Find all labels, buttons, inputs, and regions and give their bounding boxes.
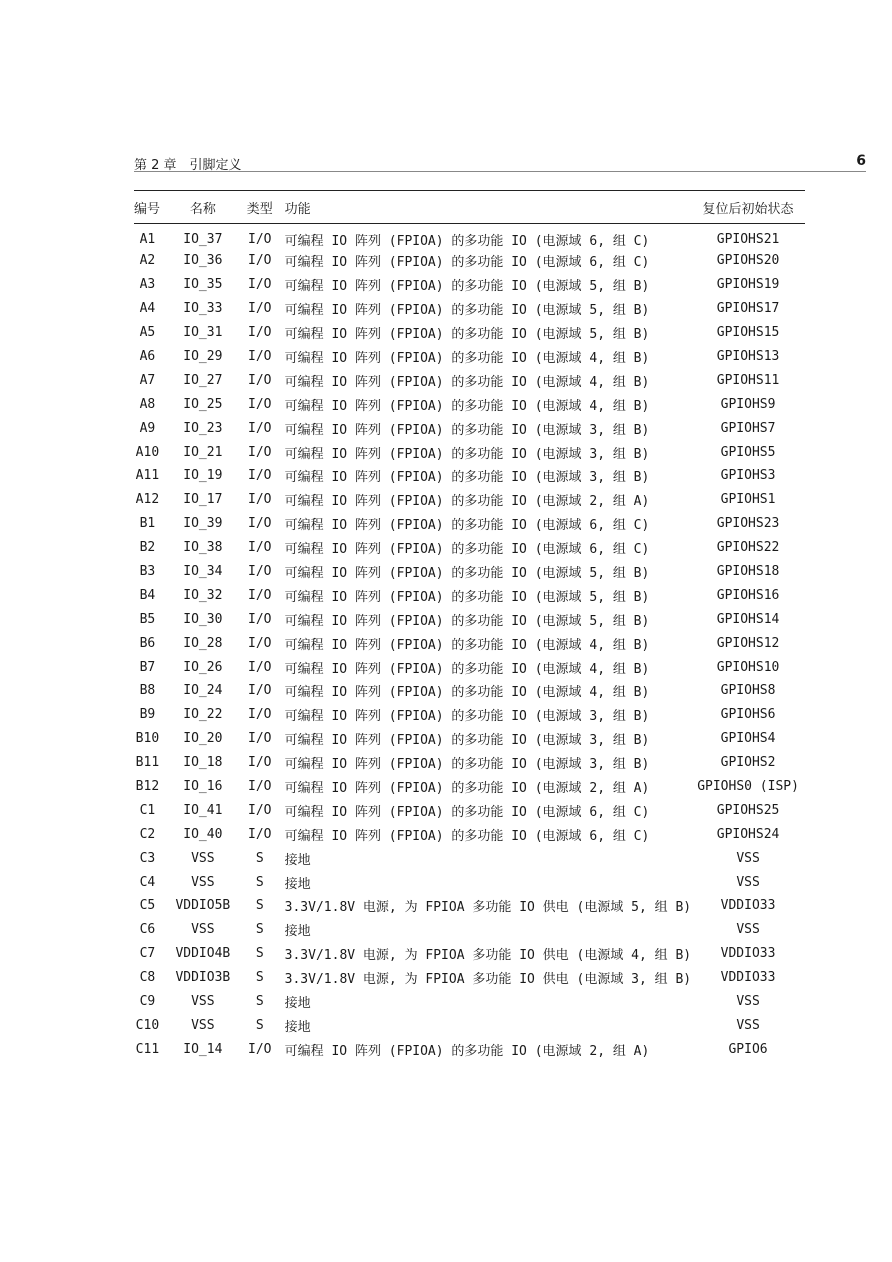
pin-reset-state: GPIOHS20 [716,253,780,269]
pin-name: IO_21 [183,444,223,460]
pin-type: I/O [248,396,272,412]
pin-id: B8 [139,683,156,699]
pin-type: I/O [248,420,272,436]
pin-reset-state: VSS [736,1017,760,1033]
pin-function: 可编程 IO 阵列 (FPIOA) 的多功能 IO (电源域 3, 组 B) [284,757,650,773]
pin-reset-state: VSS [736,874,760,890]
pin-id: B5 [139,611,156,627]
pin-function: 可编程 IO 阵列 (FPIOA) 的多功能 IO (电源域 6, 组 C) [284,828,650,844]
table-row [134,321,805,345]
pin-name: VSS [191,994,215,1010]
pin-reset-state: VDDIO33 [720,970,776,986]
pin-type: S [255,898,264,914]
pin-reset-state: GPIOHS9 [720,396,776,412]
table-row [134,536,805,560]
pin-name: IO_41 [183,802,223,818]
pin-name: VDDIO4B [175,946,231,962]
pin-name: IO_26 [183,659,223,675]
pin-id: C2 [139,826,156,842]
pin-function: 接地 [284,924,311,940]
pin-function: 可编程 IO 阵列 (FPIOA) 的多功能 IO (电源域 5, 组 B) [284,613,650,629]
pin-id: C9 [139,994,156,1010]
pin-id: A12 [135,492,160,508]
pin-name: IO_22 [183,707,223,723]
table-row [134,798,805,822]
pin-reset-state: GPIOHS22 [716,540,780,556]
pin-id: B1 [139,516,156,532]
pin-function: 可编程 IO 阵列 (FPIOA) 的多功能 IO (电源域 3, 组 B) [284,446,650,462]
pin-type: I/O [248,564,272,580]
pin-function: 可编程 IO 阵列 (FPIOA) 的多功能 IO (电源域 5, 组 B) [284,327,650,343]
pin-id: B11 [135,755,160,771]
pin-name: IO_20 [183,731,223,747]
pin-type: S [255,1017,264,1033]
pin-reset-state: GPIOHS13 [716,349,780,364]
pin-function: 可编程 IO 阵列 (FPIOA) 的多功能 IO (电源域 5, 组 B) [284,279,650,295]
column-header-reset-state: 复位后初始状态 [691,191,805,224]
pin-type: S [255,970,264,986]
pin-reset-state: GPIOHS14 [716,611,780,627]
pin-reset-state: GPIOHS17 [716,301,780,317]
pin-type: I/O [248,232,272,247]
pin-reset-state: GPIOHS23 [716,516,780,532]
pin-id: B7 [139,659,156,675]
table-row [134,942,805,966]
pin-function: 3.3V/1.8V 电源, 为 FPIOA 多功能 IO 供电 (电源域 4, 组 B) [284,948,692,964]
pin-type: I/O [248,325,272,341]
pin-type: I/O [248,349,272,364]
table-row [134,297,805,321]
pin-name: IO_28 [183,635,223,651]
pin-function: 可编程 IO 阵列 (FPIOA) 的多功能 IO (电源域 6, 组 C) [284,542,650,558]
pin-type: I/O [248,755,272,771]
pin-name: IO_36 [183,253,223,269]
pin-function: 接地 [284,852,311,868]
pin-type: I/O [248,826,272,842]
pin-id: C6 [139,922,156,938]
pin-type: I/O [248,253,272,269]
pin-name: IO_33 [183,301,223,317]
pin-function: 可编程 IO 阵列 (FPIOA) 的多功能 IO (电源域 2, 组 A) [284,1043,650,1059]
pin-name: IO_37 [183,232,223,247]
pin-reset-state: VSS [736,994,760,1010]
pin-function: 可编程 IO 阵列 (FPIOA) 的多功能 IO (电源域 5, 组 B) [284,566,650,582]
table-row [134,392,805,416]
page-header [134,152,866,172]
pin-id: A7 [139,372,156,388]
pin-reset-state: GPIOHS1 [720,492,776,508]
table-row [134,703,805,727]
table-row [134,894,805,918]
pin-function: 接地 [284,876,311,892]
column-header-name: 名称 [161,191,245,224]
column-header-function: 功能 [275,191,691,224]
pin-name: IO_40 [183,826,223,842]
pin-type: I/O [248,372,272,388]
pin-id: A6 [139,349,156,364]
table-row [134,224,805,250]
pin-name: IO_31 [183,325,223,341]
pin-function: 可编程 IO 阵列 (FPIOA) 的多功能 IO (电源域 3, 组 B) [284,709,650,725]
pin-function: 可编程 IO 阵列 (FPIOA) 的多功能 IO (电源域 6, 组 C) [284,234,650,249]
pin-id: A8 [139,396,156,412]
pin-reset-state: VDDIO33 [720,946,776,962]
pin-reset-state: GPIOHS4 [720,731,776,747]
pin-id: B9 [139,707,156,723]
header-row [134,191,805,224]
pin-id: B2 [139,540,156,556]
pin-function: 可编程 IO 阵列 (FPIOA) 的多功能 IO (电源域 4, 组 B) [284,351,650,366]
pin-type: I/O [248,731,272,747]
pin-reset-state: GPIOHS21 [716,232,780,247]
table-row [134,583,805,607]
pin-name: VDDIO5B [175,898,231,914]
pin-name: VSS [191,850,215,866]
table-row [134,679,805,703]
pin-function: 可编程 IO 阵列 (FPIOA) 的多功能 IO (电源域 6, 组 C) [284,518,650,534]
table-row [134,607,805,631]
pin-reset-state: GPIOHS16 [716,587,780,603]
pin-id: A2 [139,253,156,269]
pin-reset-state: GPIOHS8 [720,683,776,699]
pin-id: A1 [139,232,156,247]
pin-reset-state: GPIOHS2 [720,755,776,771]
pin-reset-state: GPIOHS10 [716,659,780,675]
pin-reset-state: GPIOHS12 [716,635,780,651]
pin-id: C5 [139,898,156,914]
chapter-title: 第 2 章 引脚定义 [134,158,242,173]
pin-reset-state: GPIOHS24 [716,826,780,842]
pin-name: IO_32 [183,587,223,603]
pin-id: A5 [139,325,156,341]
table-row [134,368,805,392]
pin-type: S [255,874,264,890]
pin-id: C3 [139,850,156,866]
table-row [134,273,805,297]
table-row [134,846,805,870]
pin-name: IO_18 [183,755,223,771]
pin-id: C10 [135,1017,160,1033]
pin-reset-state: GPIOHS7 [720,420,776,436]
pin-type: I/O [248,587,272,603]
pin-function: 可编程 IO 阵列 (FPIOA) 的多功能 IO (电源域 5, 组 B) [284,303,650,319]
pin-reset-state: GPIOHS3 [720,468,776,484]
table-body [134,224,805,1062]
pin-reset-state: GPIOHS25 [716,802,780,818]
pin-id: B10 [135,731,160,747]
table-row [134,464,805,488]
table-row [134,488,805,512]
pin-function: 可编程 IO 阵列 (FPIOA) 的多功能 IO (电源域 3, 组 B) [284,733,650,749]
pin-function: 接地 [284,1019,311,1035]
pin-name: IO_14 [183,1041,223,1057]
pin-id: C1 [139,802,156,818]
pin-type: I/O [248,707,272,723]
table-row [134,655,805,679]
pin-type: I/O [248,779,272,795]
table-row [134,775,805,799]
column-header-type: 类型 [245,191,275,224]
table-row [134,1014,805,1038]
pin-name: VSS [191,874,215,890]
pin-function: 3.3V/1.8V 电源, 为 FPIOA 多功能 IO 供电 (电源域 3, 组 B) [284,972,692,988]
pin-name: VSS [191,922,215,938]
pin-type: I/O [248,611,272,627]
pin-reset-state: GPIOHS19 [716,277,780,293]
pin-type: I/O [248,516,272,532]
pin-type: S [255,946,264,962]
header-rule [134,171,866,172]
pin-reset-state: GPIOHS6 [720,707,776,723]
pin-type: I/O [248,802,272,818]
pin-name: IO_23 [183,420,223,436]
pin-reset-state: GPIOHS11 [716,372,780,388]
pin-id: B6 [139,635,156,651]
pin-name: IO_34 [183,564,223,580]
pin-reset-state: VSS [736,922,760,938]
pin-reset-state: VDDIO33 [720,898,776,914]
pin-type: S [255,850,264,866]
pin-type: S [255,922,264,938]
pin-id: A3 [139,277,156,293]
pin-id: C11 [135,1041,160,1057]
table-row [134,631,805,655]
pin-type: S [255,994,264,1010]
pin-type: I/O [248,492,272,508]
table-row [134,870,805,894]
table-row [134,751,805,775]
pin-reset-state: GPIOHS18 [716,564,780,580]
pin-name: IO_17 [183,492,223,508]
pin-reset-state: GPIOHS0 (ISP) [697,779,799,795]
pin-name: IO_30 [183,611,223,627]
table-row [134,560,805,584]
pin-name: IO_24 [183,683,223,699]
pin-name: IO_27 [183,372,223,388]
pin-function: 可编程 IO 阵列 (FPIOA) 的多功能 IO (电源域 3, 组 B) [284,470,650,486]
pin-type: I/O [248,540,272,556]
table-row [134,990,805,1014]
pin-id: B4 [139,587,156,603]
pin-function: 接地 [284,996,311,1012]
table-row [134,1037,805,1061]
table-row [134,440,805,464]
pin-id: C4 [139,874,156,890]
pin-function: 可编程 IO 阵列 (FPIOA) 的多功能 IO (电源域 6, 组 C) [284,804,650,820]
pin-name: IO_29 [183,349,223,364]
pin-type: I/O [248,635,272,651]
pin-name: IO_16 [183,779,223,795]
page-number: 6 [856,153,866,169]
pin-function: 可编程 IO 阵列 (FPIOA) 的多功能 IO (电源域 2, 组 A) [284,494,650,510]
pin-name: IO_25 [183,396,223,412]
pin-id: A10 [135,444,160,460]
pin-id: B3 [139,564,156,580]
pin-type: I/O [248,683,272,699]
pin-function: 可编程 IO 阵列 (FPIOA) 的多功能 IO (电源域 5, 组 B) [284,589,650,605]
pin-function: 可编程 IO 阵列 (FPIOA) 的多功能 IO (电源域 4, 组 B) [284,661,650,677]
pin-name: VDDIO3B [175,970,231,986]
pin-name: IO_35 [183,277,223,293]
pin-id: B12 [135,779,160,795]
table-row [134,249,805,273]
pin-function: 可编程 IO 阵列 (FPIOA) 的多功能 IO (电源域 2, 组 A) [284,781,650,797]
pin-id: A9 [139,420,156,436]
pin-definition-table [134,190,805,1061]
pin-reset-state: GPIOHS5 [720,444,776,460]
pin-name: VSS [191,1017,215,1033]
pin-reset-state: GPIOHS15 [716,325,780,341]
pin-type: I/O [248,301,272,317]
pin-type: I/O [248,1041,272,1057]
table-row [134,822,805,846]
table-row [134,966,805,990]
pin-name: IO_39 [183,516,223,532]
pin-type: I/O [248,659,272,675]
pin-function: 3.3V/1.8V 电源, 为 FPIOA 多功能 IO 供电 (电源域 5, 组 B) [284,900,692,916]
pin-type: I/O [248,277,272,293]
table-row [134,918,805,942]
pin-id: C7 [139,946,156,962]
column-header-id: 编号 [134,191,161,224]
pin-function: 可编程 IO 阵列 (FPIOA) 的多功能 IO (电源域 3, 组 B) [284,422,650,438]
table-header [134,191,805,224]
pin-name: IO_38 [183,540,223,556]
table-row [134,512,805,536]
pin-function: 可编程 IO 阵列 (FPIOA) 的多功能 IO (电源域 6, 组 C) [284,255,650,271]
pin-type: I/O [248,468,272,484]
table-row [134,416,805,440]
pin-function: 可编程 IO 阵列 (FPIOA) 的多功能 IO (电源域 4, 组 B) [284,637,650,653]
pin-id: A4 [139,301,156,317]
pin-function: 可编程 IO 阵列 (FPIOA) 的多功能 IO (电源域 4, 组 B) [284,374,650,390]
pin-id: C8 [139,970,156,986]
pin-id: A11 [135,468,160,484]
pin-reset-state: VSS [736,850,760,866]
pin-reset-state: GPIO6 [728,1041,768,1057]
pin-name: IO_19 [183,468,223,484]
table-row [134,727,805,751]
pin-type: I/O [248,444,272,460]
pin-function: 可编程 IO 阵列 (FPIOA) 的多功能 IO (电源域 4, 组 B) [284,398,650,414]
pin-function: 可编程 IO 阵列 (FPIOA) 的多功能 IO (电源域 4, 组 B) [284,685,650,701]
table-row [134,345,805,369]
